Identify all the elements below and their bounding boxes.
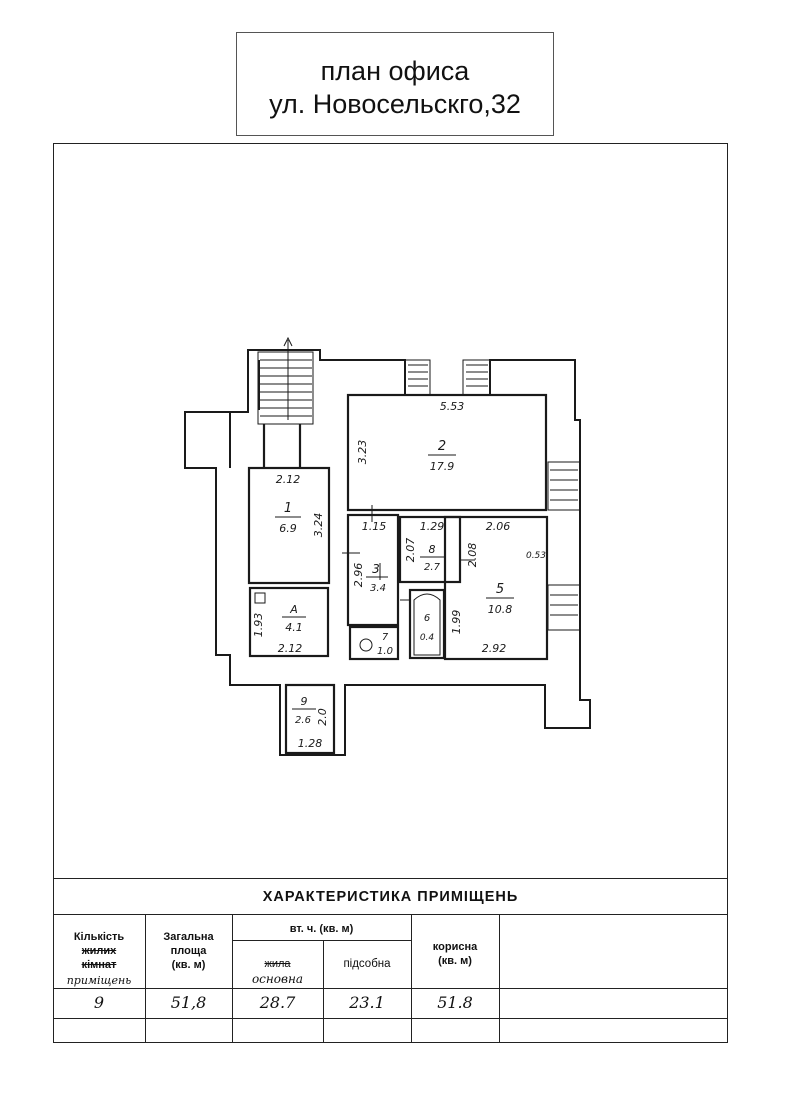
dim-label: 2.12 (275, 473, 301, 486)
dim-label: 5.53 (439, 400, 465, 413)
room-area-5: 10.8 (487, 603, 513, 616)
dim-label: 2.06 (485, 520, 511, 533)
value-auxiliary: 23.1 (349, 993, 385, 1012)
dim-label: 0.53 (525, 551, 547, 561)
header-total-area: Загальна площа (кв. м) (163, 931, 214, 971)
header-count: Кількість жилих кімнат (73, 931, 125, 971)
value-count: 9 (93, 993, 105, 1012)
dim-label: 1.29 (419, 520, 445, 533)
characteristics-table (53, 878, 728, 1043)
table-title: ХАРАКТЕРИСТИКА ПРИМІЩЕНЬ (53, 878, 728, 915)
dim-label: 2.08 (466, 542, 479, 568)
header-count-handwritten: приміщень (66, 974, 132, 987)
room-area-3: 3.4 (370, 583, 386, 594)
room-area-1: 6.9 (279, 522, 297, 535)
plan-title: план офиса (320, 56, 470, 86)
room-area-a: 4.1 (285, 621, 303, 634)
table-divider (411, 915, 412, 1043)
dim-label: 1.99 (450, 609, 463, 635)
table-divider (53, 988, 728, 989)
room-label-3: 3 (372, 562, 380, 576)
room-label-8: 8 (428, 543, 436, 556)
header-group: вт. ч. (кв. м) (289, 923, 354, 935)
table-divider (499, 915, 500, 1043)
dim-label: 1.15 (361, 520, 387, 533)
room-label-9: 9 (300, 695, 308, 708)
header-main-area: жила (264, 958, 291, 970)
dim-label: 3.24 (312, 512, 325, 538)
room-area-2: 17.9 (429, 460, 455, 473)
dim-label: 1.28 (297, 737, 323, 750)
value-main: 28.7 (259, 993, 296, 1012)
dim-label: 2.12 (277, 642, 303, 655)
room-label-a: А (290, 603, 298, 616)
value-total: 51,8 (170, 993, 207, 1012)
room-label-1: 1 (283, 501, 293, 516)
header-useful: корисна (кв. м) (432, 941, 478, 967)
table-divider (53, 1018, 728, 1019)
room-area-6: 0.4 (419, 633, 435, 643)
dim-label: 1.93 (252, 612, 265, 638)
dim-label: 2.07 (404, 537, 417, 563)
dim-label: 2.0 (316, 708, 329, 726)
room-area-7: 1.0 (377, 646, 393, 657)
room-label-7: 7 (381, 632, 389, 643)
room-label-5: 5 (495, 582, 505, 597)
table-divider (323, 940, 324, 1043)
room-label-2: 2 (437, 439, 447, 454)
dim-label: 2.96 (352, 562, 365, 588)
header-main-handwritten: основна (251, 972, 304, 986)
dim-label: 2.92 (481, 642, 507, 655)
room-area-9: 2.6 (295, 715, 311, 726)
header-auxiliary: підсобна (343, 958, 391, 970)
room-label-6: 6 (423, 613, 431, 624)
value-useful: 51.8 (437, 993, 473, 1012)
room-area-8: 2.7 (424, 562, 440, 573)
plan-address: ул. Новосельскго,32 (269, 89, 521, 119)
table-divider (232, 940, 411, 941)
dim-label: 3.23 (356, 439, 369, 465)
